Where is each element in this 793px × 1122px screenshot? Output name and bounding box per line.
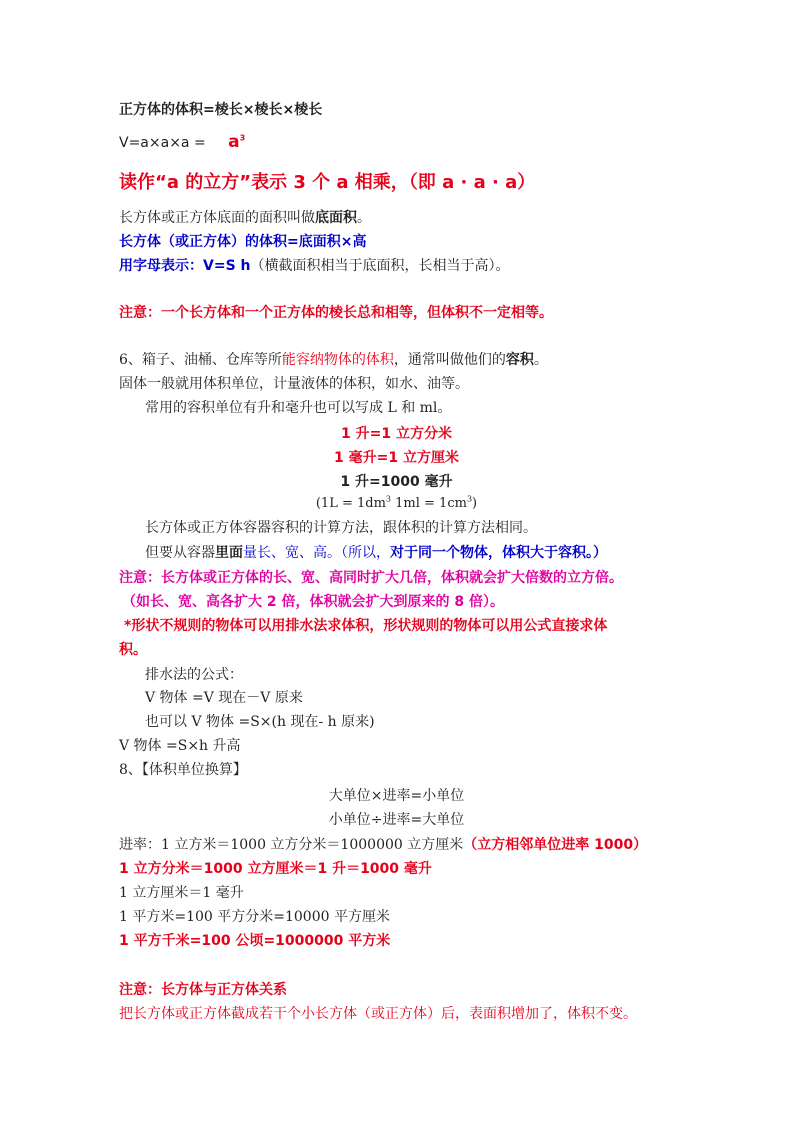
note-line: *形状不规则的物体可以用排水法求体积，形状规则的物体可以用公式直接求体 (124, 618, 608, 634)
formula-line: 大单位×进率=小单位 (328, 788, 465, 804)
text-line: 长方体或正方体底面的面积叫做底面积。 (119, 210, 371, 226)
text-line: 进率：1 立方米＝1000 立方分米＝1000000 立方厘米（立方相邻单位进率 1000） (119, 837, 648, 853)
formula-line: V 物体 =S×h 升高 (119, 738, 241, 754)
formula-text: V=a×a×a = (119, 135, 206, 151)
formula-line: 小单位÷进率=大单位 (328, 812, 465, 828)
formula-line (119, 132, 245, 153)
heading-line: 读作“a 的立方”表示 3 个 a 相乘，（即 a · a · a） (119, 172, 536, 193)
note-line: 注意：一个长方体和一个正方体的棱长总和相等，但体积不一定相等。 (119, 305, 553, 321)
unit-line: 1 立方分米＝1000 立方厘米＝1 升＝1000 毫升 (119, 861, 432, 877)
text-line: 常用的容积单位有升和毫升也可以写成 L 和 ml。 (145, 400, 452, 416)
formula-line: V 物体 =V 现在－V 原来 (145, 690, 303, 706)
section-heading: 8、【体积单位换算】 (119, 762, 247, 778)
text-line: 但要从容器里面量长、宽、高。（所以，对于同一个物体，体积大于容积。） (145, 545, 607, 561)
unit-line: 1 升=1 立方分米 (341, 426, 452, 442)
unit-line: 1 升=1000 毫升 (340, 474, 453, 490)
formula-power: $a^3$ (228, 132, 246, 152)
text-line: 排水法的公式： (145, 667, 243, 683)
note-line: 积。 (119, 642, 147, 658)
formula-line: 长方体（或正方体）的体积=底面积×高 (119, 234, 367, 250)
text-line: 固体一般就用体积单位，计量液体的体积，如水、油等。 (119, 376, 469, 392)
text-line: 用字母表示：V=S h（横截面积相当于底面积，长相当于高）。 (119, 258, 510, 274)
formula-line: 也可以 V 物体 =S×(h 现在- h 原来) (145, 714, 375, 730)
note-line: 注意：长方体或正方体的长、宽、高同时扩大几倍，体积就会扩大倍数的立方倍。 (119, 570, 623, 586)
note-line: 注意：长方体与正方体关系 (119, 982, 287, 998)
unit-line: 1 毫升=1 立方厘米 (334, 450, 459, 466)
unit-line: 1 平方米=100 平方分米=10000 平方厘米 (119, 909, 390, 925)
text-line: 正方体的体积=棱长×棱长×棱长 (119, 102, 323, 118)
unit-line: 1 立方厘米＝1 毫升 (119, 885, 244, 901)
note-line: （如长、宽、高各扩大 2 倍，体积就会扩大到原来的 8 倍）。 (122, 594, 504, 610)
text-line: 6、箱子、油桶、仓库等所能容纳物体的体积，通常叫做他们的容积。 (119, 352, 548, 368)
note-line: 把长方体或正方体截成若干个小长方体（或正方体）后，表面积增加了，体积不变。 (119, 1006, 637, 1022)
unit-line: 1 平方千米=100 公顷=1000000 平方米 (119, 933, 391, 949)
unit-line: ($1L = 1dm^3$ $1ml = 1cm^3$) (315, 494, 478, 511)
text-line: 长方体或正方体容器容积的计算方法，跟体积的计算方法相同。 (145, 520, 537, 536)
